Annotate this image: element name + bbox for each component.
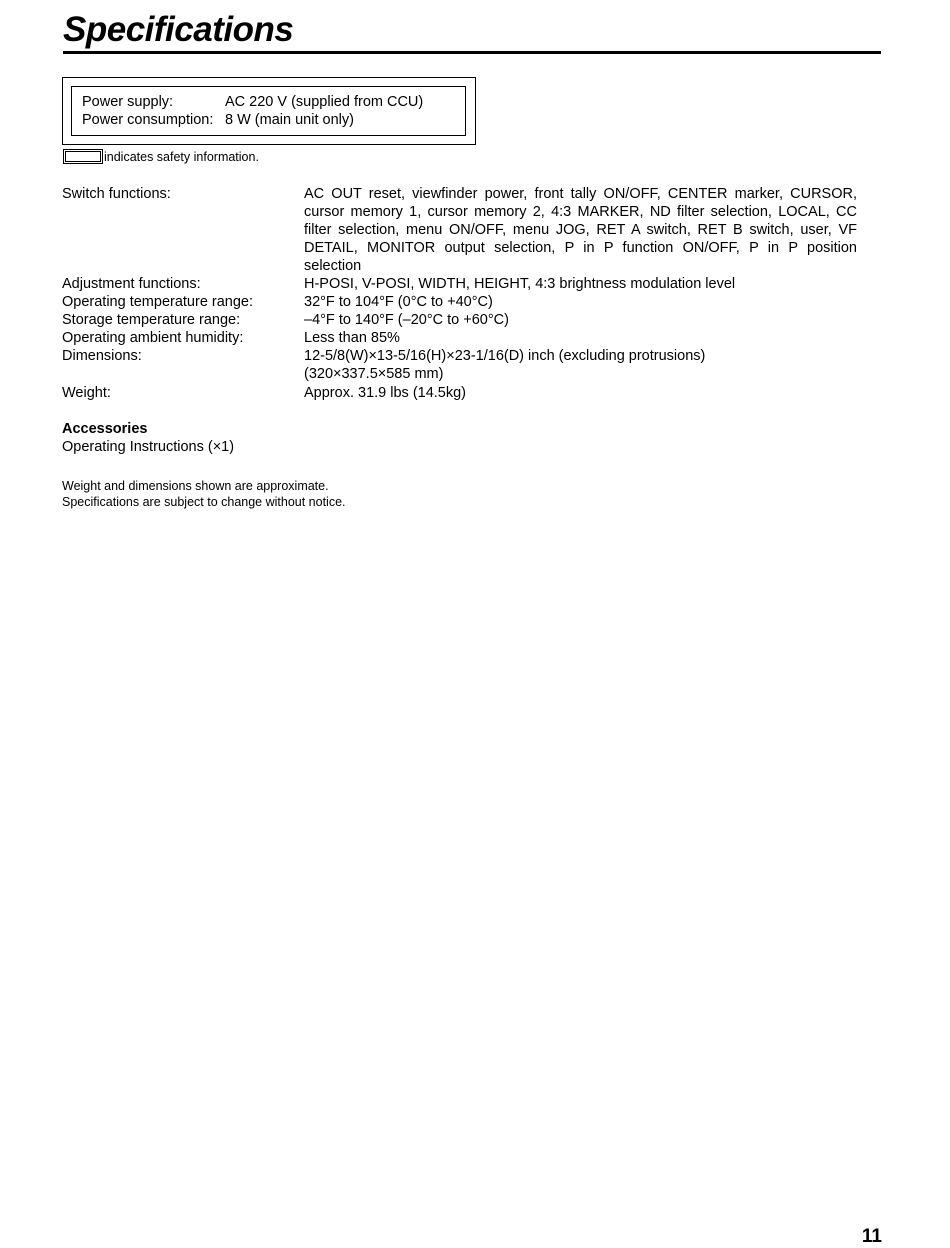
safety-box-symbol-icon bbox=[65, 151, 101, 162]
page-number: 11 bbox=[861, 1226, 882, 1247]
spec-value-line: filter selection, menu ON/OFF, menu JOG, RET A switch, RET B switch, user, VF bbox=[304, 222, 857, 238]
note-subject-to-change: Specifications are subject to change without notice. bbox=[62, 495, 346, 509]
spec-value-line: (320×337.5×585 mm) bbox=[304, 366, 444, 382]
spec-value-line: AC OUT reset, viewfinder power, front tally ON/OFF, CENTER marker, CURSOR, bbox=[304, 186, 857, 202]
spec-value: Approx. 31.9 lbs (14.5kg) bbox=[304, 385, 467, 401]
spec-value: 32°F to 104°F (0°C to +40°C) bbox=[304, 294, 493, 310]
power-supply-label: Power supply: bbox=[82, 94, 174, 110]
power-supply-value: AC 220 V (supplied from CCU) bbox=[225, 94, 424, 110]
spec-value: –4°F to 140°F (–20°C to +60°C) bbox=[304, 312, 509, 328]
spec-label: Weight: bbox=[62, 385, 111, 401]
spec-label: Adjustment functions: bbox=[62, 276, 201, 292]
page-title: Specifications bbox=[63, 10, 294, 49]
spec-value bbox=[304, 347, 857, 383]
spec-label: Storage temperature range: bbox=[62, 312, 241, 328]
safety-note-text: indicates safety information. bbox=[104, 150, 259, 164]
spec-value-line: cursor memory 1, cursor memory 2, 4:3 MARKER, ND filter selection, LOCAL, CC bbox=[304, 204, 857, 220]
note-approximate: Weight and dimensions shown are approximate. bbox=[62, 479, 329, 493]
title-underline bbox=[63, 51, 881, 54]
spec-value: Less than 85% bbox=[304, 330, 400, 346]
power-consumption-label: Power consumption: bbox=[82, 112, 214, 128]
power-consumption-value: 8 W (main unit only) bbox=[225, 112, 354, 128]
spec-label: Switch functions: bbox=[62, 186, 171, 202]
accessories-heading: Accessories bbox=[62, 421, 148, 437]
spec-value-line: selection bbox=[304, 258, 362, 274]
spec-label: Operating temperature range: bbox=[62, 294, 254, 310]
spec-value-line: 12-5/8(W)×13-5/16(H)×23-1/16(D) inch (excluding protrusions) bbox=[304, 348, 706, 364]
spec-value bbox=[304, 185, 857, 275]
accessory-item: Operating Instructions (×1) bbox=[62, 439, 235, 455]
spec-label: Operating ambient humidity: bbox=[62, 330, 244, 346]
spec-value-line: DETAIL, MONITOR output selection, P in P function ON/OFF, P in P position bbox=[304, 240, 857, 256]
spec-value: H-POSI, V-POSI, WIDTH, HEIGHT, 4:3 brightness modulation level bbox=[304, 276, 736, 292]
safety-note bbox=[63, 149, 259, 165]
spec-label: Dimensions: bbox=[62, 348, 142, 364]
